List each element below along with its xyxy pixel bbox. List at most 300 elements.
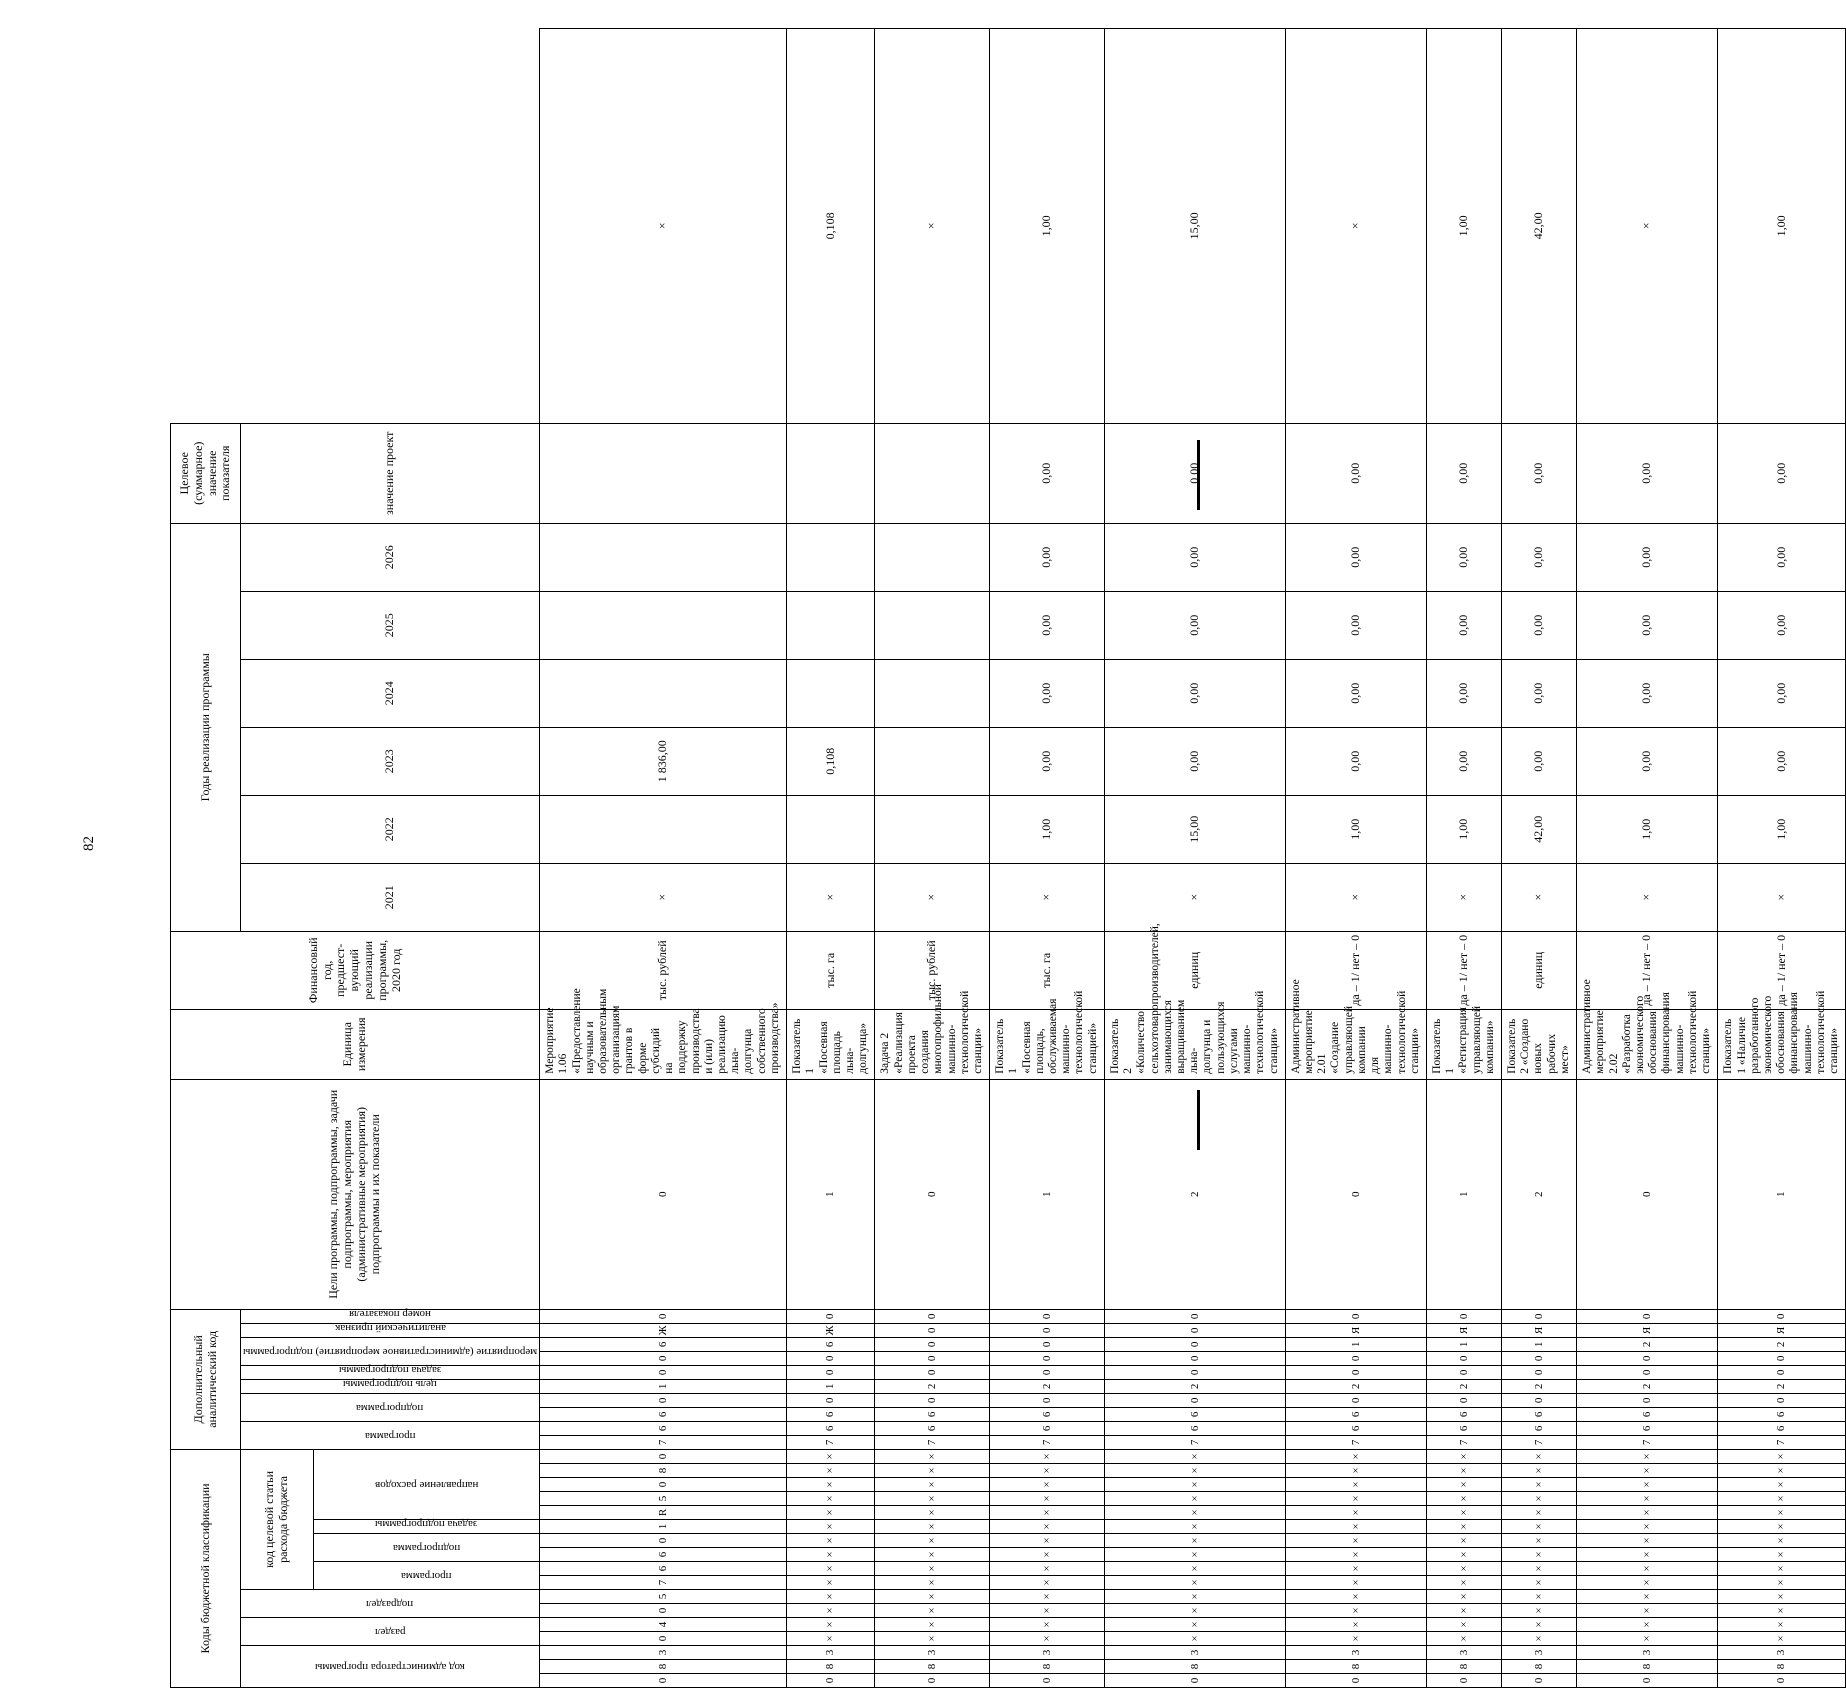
code-digit-programma: ×: [875, 1576, 990, 1590]
code-digit-razdel: ×: [787, 1632, 875, 1646]
code-digit-add-programma: 7: [1577, 1435, 1718, 1449]
year-value-2022: 0,00: [1285, 727, 1426, 795]
code-digit-napravlenie: R: [540, 1506, 787, 1520]
fin-year-cell: ×: [990, 863, 1105, 931]
code-digit-add-podprogramma: 6: [1285, 1407, 1426, 1421]
code-digit-napravlenie: ×: [1285, 1449, 1426, 1463]
year-value-2024: [787, 591, 875, 659]
budget-codes-header: Коды бюджетной классификации: [171, 1449, 241, 1687]
row-name: Показатель 2 «Количество сельхозтоваропроизводителей, занимающихся выращиванием льна-долгунца и пользующихся услугами машинно-технологической станции»: [1104, 1009, 1285, 1079]
code-digit-napravlenie: ×: [1104, 1478, 1285, 1492]
code-digit-add-podprogramma: 0: [990, 1393, 1105, 1407]
code-digit-razdel: ×: [1104, 1632, 1285, 1646]
year-value-2025: 0,00: [1426, 523, 1501, 591]
code-digit-analytic: Я: [1577, 1323, 1718, 1337]
code-digit-razdel: ×: [1426, 1632, 1501, 1646]
code-digit-add-podprogramma: 6: [875, 1407, 990, 1421]
code-digit-analytic: 0: [875, 1323, 990, 1337]
year-value-2023: 0,00: [990, 659, 1105, 727]
code-digit-podrazdel: ×: [1426, 1590, 1501, 1604]
code-digit-podprogramma: ×: [1426, 1534, 1501, 1548]
code-digit-napravlenie: ×: [1502, 1464, 1577, 1478]
code-digit-indicator: 1: [787, 1079, 875, 1309]
code-digit-razdel: ×: [1718, 1618, 1846, 1632]
code-digit-podprogramma: ×: [1502, 1548, 1577, 1562]
code-digit-zadacha: ×: [1718, 1520, 1846, 1534]
code-digit-programma: ×: [1104, 1562, 1285, 1576]
code-digit-razdel: ×: [875, 1618, 990, 1632]
year-value-2026: 0,00: [1718, 423, 1846, 523]
code-digit-napravlenie: 0: [540, 1449, 787, 1463]
row-name: Показатель 1 «Посевная площадь, обслуживаемая машинно-технологической станцией»: [990, 1009, 1105, 1079]
table-row: [1104, 29, 1285, 1688]
code-digit-cel: 2: [1104, 1379, 1285, 1393]
code-digit-napravlenie: ×: [1502, 1478, 1577, 1492]
code-digit-razdel: 0: [540, 1632, 787, 1646]
header-text: задача подпрограммы: [375, 1518, 478, 1530]
code-digit-podprogramma: ×: [787, 1548, 875, 1562]
code-digit-meropriyatie: 0: [1426, 1351, 1501, 1365]
target-value-header: Целевое (суммарное) значение показателя: [171, 423, 241, 523]
code-digit-cel: 2: [875, 1379, 990, 1393]
header-text: номер показателя: [349, 1307, 432, 1320]
code-digit-napravlenie: ×: [990, 1464, 1105, 1478]
code-digit-add-podprogramma: 6: [540, 1407, 787, 1421]
code-digit-analytic: 0: [1104, 1309, 1285, 1323]
code-digit-admin: 0: [875, 1674, 990, 1688]
code-digit-napravlenie: ×: [1577, 1492, 1718, 1506]
code-digit-analytic: 0: [1104, 1323, 1285, 1337]
code-digit-cel: 0: [1502, 1365, 1577, 1379]
code-digit-add-programma: 6: [990, 1421, 1105, 1435]
year-value-2023: [787, 659, 875, 727]
code-digit-add-programma: 6: [787, 1421, 875, 1435]
admin-code-header: [241, 1646, 540, 1688]
year-value-2025: 0,00: [1718, 523, 1846, 591]
code-digit-analytic: 0: [1577, 1309, 1718, 1323]
code-digit-podrazdel: 0: [540, 1604, 787, 1618]
code-digit-admin: 0: [1285, 1674, 1426, 1688]
code-digit-podrazdel: ×: [1577, 1604, 1718, 1618]
code-digit-programma: 6: [540, 1562, 787, 1576]
year-value-2024: 0,00: [990, 591, 1105, 659]
code-digit-add-podprogramma: 0: [1718, 1393, 1846, 1407]
code-digit-napravlenie: ×: [1502, 1492, 1577, 1506]
code-digit-meropriyatie: 6: [787, 1337, 875, 1351]
year-value-2026: 0,00: [990, 423, 1105, 523]
code-digit-napravlenie: ×: [1426, 1449, 1501, 1463]
year-value-2022: 0,00: [1104, 727, 1285, 795]
code-digit-podprogramma: ×: [1104, 1548, 1285, 1562]
code-digit-cel: 1: [787, 1379, 875, 1393]
code-digit-podrazdel: ×: [1502, 1590, 1577, 1604]
code-digit-cel: 0: [1104, 1365, 1285, 1379]
row-name: Показатель 1 «Регистрация управляющей компании»: [1426, 1009, 1501, 1079]
code-digit-podprogramma: ×: [1104, 1534, 1285, 1548]
code-digit-programma: ×: [875, 1562, 990, 1576]
analytic-sign-header: [241, 1323, 540, 1337]
code-digit-napravlenie: 0: [540, 1478, 787, 1492]
code-digit-add-programma: 7: [875, 1435, 990, 1449]
row-name: Показатель 2 «Создано новых рабочих мест»: [1502, 1009, 1577, 1079]
year-value-2025: 0,00: [1285, 523, 1426, 591]
code-digit-analytic: 0: [1285, 1309, 1426, 1323]
header-text: направление расходов: [374, 1478, 479, 1491]
code-digit-analytic: 0: [990, 1309, 1105, 1323]
code-digit-analytic: Ж: [787, 1323, 875, 1337]
code-digit-napravlenie: ×: [990, 1478, 1105, 1492]
fin-year-cell: ×: [1104, 863, 1285, 931]
code-digit-meropriyatie: 2: [1718, 1337, 1846, 1351]
fin-year-cell: ×: [875, 863, 990, 931]
target-code-header: код целевой статьи расхода бюджета: [241, 1449, 314, 1589]
page-number: 82: [81, 836, 97, 851]
code-digit-admin: 0: [990, 1674, 1105, 1688]
code-digit-programma: ×: [1426, 1562, 1501, 1576]
code-digit-admin: 0: [1426, 1674, 1501, 1688]
year-value-2025: 0,00: [1104, 523, 1285, 591]
code-digit-admin: 8: [1718, 1660, 1846, 1674]
code-digit-podprogramma: ×: [875, 1548, 990, 1562]
code-digit-podprogramma: ×: [1502, 1534, 1577, 1548]
code-digit-cel: 0: [1718, 1365, 1846, 1379]
code-digit-add-programma: 7: [1104, 1435, 1285, 1449]
code-digit-razdel: ×: [1502, 1632, 1577, 1646]
code-digit-podprogramma: ×: [1285, 1534, 1426, 1548]
header-text: раздел: [374, 1625, 406, 1638]
code-digit-podrazdel: ×: [1104, 1604, 1285, 1618]
code-digit-napravlenie: ×: [875, 1449, 990, 1463]
code-digit-podprogramma: ×: [1577, 1548, 1718, 1562]
target-value-cell: 15,00: [1104, 29, 1285, 424]
code-digit-razdel: ×: [1577, 1618, 1718, 1632]
year-value-2024: 0,00: [1577, 591, 1718, 659]
code-digit-programma: ×: [1285, 1576, 1426, 1590]
code-digit-analytic: Ж: [540, 1323, 787, 1337]
code-digit-add-programma: 6: [1577, 1421, 1718, 1435]
code-digit-programma: ×: [990, 1576, 1105, 1590]
table-row: [1285, 29, 1426, 1688]
code-digit-admin: 8: [1577, 1660, 1718, 1674]
programma-header: [313, 1562, 540, 1590]
code-digit-napravlenie: ×: [1577, 1464, 1718, 1478]
code-digit-podrazdel: ×: [1426, 1604, 1501, 1618]
year-value-2026: 0,00: [1426, 423, 1501, 523]
code-digit-programma: ×: [1502, 1576, 1577, 1590]
code-digit-napravlenie: ×: [1577, 1449, 1718, 1463]
code-digit-meropriyatie: 0: [1104, 1337, 1285, 1351]
zadacha-header: [313, 1520, 540, 1534]
code-digit-indicator: 0: [1577, 1079, 1718, 1309]
code-digit-admin: 3: [990, 1646, 1105, 1660]
target-value-cell: ×: [1285, 29, 1426, 424]
code-digit-podrazdel: ×: [1104, 1590, 1285, 1604]
fin-year-cell: ×: [1718, 863, 1846, 931]
target-value-cell: 42,00: [1502, 29, 1577, 424]
code-digit-analytic: 0: [787, 1309, 875, 1323]
unit-cell: да – 1/ нет – 0: [1285, 931, 1426, 1009]
year-value-2021: 1,00: [1577, 795, 1718, 863]
code-digit-napravlenie: ×: [1285, 1492, 1426, 1506]
code-digit-napravlenie: ×: [787, 1464, 875, 1478]
year-header-2026: 2026: [241, 523, 540, 591]
code-digit-indicator: 1: [1426, 1079, 1501, 1309]
code-digit-programma: ×: [787, 1562, 875, 1576]
target-value-cell: 1,00: [1426, 29, 1501, 424]
code-digit-programma: ×: [1426, 1576, 1501, 1590]
header-text: мероприятие (административное мероприятие) подпрограммы: [243, 1345, 538, 1358]
napravlenie-header: [313, 1449, 540, 1519]
code-digit-razdel: ×: [787, 1618, 875, 1632]
fin-year-cell: ×: [787, 863, 875, 931]
year-value-2022: 0,00: [1718, 727, 1846, 795]
code-digit-add-podprogramma: 0: [1577, 1393, 1718, 1407]
target-value-cell: ×: [875, 29, 990, 424]
year-value-2026: 0,00: [1577, 423, 1718, 523]
table-row: [1718, 29, 1846, 1688]
code-digit-napravlenie: ×: [1577, 1478, 1718, 1492]
row-name: Административное мероприятие 2.01 «Создание управляющей компании для машинно-технологической станции»: [1285, 1009, 1426, 1079]
code-digit-add-programma: 6: [540, 1421, 787, 1435]
code-digit-napravlenie: ×: [1285, 1464, 1426, 1478]
code-digit-podrazdel: 5: [540, 1590, 787, 1604]
code-digit-admin: 8: [1502, 1660, 1577, 1674]
fin-year-cell: ×: [1285, 863, 1426, 931]
code-digit-podrazdel: ×: [787, 1604, 875, 1618]
code-digit-napravlenie: ×: [990, 1492, 1105, 1506]
code-digit-programma: ×: [1718, 1576, 1846, 1590]
code-digit-indicator: 1: [1718, 1079, 1846, 1309]
code-digit-meropriyatie: 6: [540, 1337, 787, 1351]
unit-cell: единиц: [1502, 931, 1577, 1009]
add-podprogramma-header: [241, 1393, 540, 1421]
code-digit-meropriyatie: 0: [875, 1351, 990, 1365]
code-digit-add-podprogramma: 0: [1426, 1393, 1501, 1407]
year-value-2026: [875, 423, 990, 523]
code-digit-admin: 0: [540, 1674, 787, 1688]
code-digit-admin: 8: [540, 1660, 787, 1674]
table-container: [170, 28, 1841, 1688]
unit-cell: единиц: [1104, 931, 1285, 1009]
code-digit-add-podprogramma: 6: [1718, 1407, 1846, 1421]
code-digit-add-podprogramma: 0: [1285, 1393, 1426, 1407]
code-digit-admin: 0: [787, 1674, 875, 1688]
code-digit-razdel: 4: [540, 1618, 787, 1632]
code-digit-add-podprogramma: 0: [1104, 1393, 1285, 1407]
year-value-2025: 0,00: [1577, 523, 1718, 591]
unit-cell: да – 1/ нет – 0: [1718, 931, 1846, 1009]
table-row: [787, 29, 875, 1688]
code-digit-napravlenie: ×: [1285, 1478, 1426, 1492]
add-programma-header: [241, 1421, 540, 1449]
year-value-2023: 0,00: [1718, 659, 1846, 727]
year-value-2021: 1,00: [1285, 795, 1426, 863]
code-digit-add-programma: 6: [1502, 1421, 1577, 1435]
code-digit-podprogramma: ×: [1718, 1534, 1846, 1548]
code-digit-napravlenie: ×: [1718, 1478, 1846, 1492]
code-digit-napravlenie: ×: [875, 1478, 990, 1492]
row-name: Административное мероприятие 2.02 «Разработка экономического обоснования финансирования машинно-технологической станции»: [1577, 1009, 1718, 1079]
fin-year-cell: ×: [1502, 863, 1577, 931]
code-digit-podrazdel: ×: [875, 1590, 990, 1604]
code-digit-zadacha: ×: [1104, 1520, 1285, 1534]
year-value-2024: [875, 591, 990, 659]
target-value-sub-header: значение проект: [241, 423, 540, 523]
code-digit-razdel: ×: [1104, 1618, 1285, 1632]
code-digit-podprogramma: ×: [1577, 1534, 1718, 1548]
table-row: [1502, 29, 1577, 1688]
code-digit-add-programma: 7: [1718, 1435, 1846, 1449]
year-value-2021: 1,00: [1426, 795, 1501, 863]
code-digit-admin: 8: [787, 1660, 875, 1674]
code-digit-add-programma: 7: [990, 1435, 1105, 1449]
year-value-2021: 15,00: [1104, 795, 1285, 863]
code-digit-napravlenie: 8: [540, 1464, 787, 1478]
year-value-2023: 0,00: [1285, 659, 1426, 727]
year-value-2022: 0,108: [787, 727, 875, 795]
code-digit-podprogramma: ×: [990, 1548, 1105, 1562]
code-digit-cel: 0: [1426, 1365, 1501, 1379]
row-name: Мероприятие 1.06 «Предоставление научным и образовательным организациям грантов в форме субсидий на поддержку производства и (или) реализацию льна-долгунца собственного производства»: [540, 1009, 787, 1079]
code-digit-podrazdel: ×: [1577, 1590, 1718, 1604]
code-digit-meropriyatie: 1: [1426, 1337, 1501, 1351]
code-digit-add-programma: 7: [540, 1435, 787, 1449]
code-digit-cel: 0: [540, 1365, 787, 1379]
code-digit-cel: 1: [540, 1379, 787, 1393]
code-digit-add-podprogramma: 6: [787, 1407, 875, 1421]
code-digit-add-programma: 7: [1285, 1435, 1426, 1449]
code-digit-cel: 2: [1285, 1379, 1426, 1393]
code-digit-zadacha: ×: [1577, 1520, 1718, 1534]
additional-code-header: Дополнительный аналитический код: [171, 1309, 241, 1449]
code-digit-razdel: ×: [1502, 1618, 1577, 1632]
code-digit-napravlenie: ×: [787, 1506, 875, 1520]
code-digit-analytic: 0: [1426, 1309, 1501, 1323]
code-digit-add-programma: 7: [1502, 1435, 1577, 1449]
code-digit-napravlenie: ×: [787, 1449, 875, 1463]
code-digit-napravlenie: ×: [990, 1506, 1105, 1520]
code-digit-napravlenie: ×: [1577, 1506, 1718, 1520]
code-digit-napravlenie: ×: [1718, 1464, 1846, 1478]
code-digit-napravlenie: ×: [1426, 1464, 1501, 1478]
year-value-2022: 0,00: [1502, 727, 1577, 795]
year-value-2022: 0,00: [1426, 727, 1501, 795]
code-digit-meropriyatie: 1: [1285, 1337, 1426, 1351]
code-digit-admin: 0: [1577, 1674, 1718, 1688]
code-digit-napravlenie: ×: [1718, 1492, 1846, 1506]
code-digit-cel: 2: [1718, 1379, 1846, 1393]
code-digit-add-podprogramma: 6: [1104, 1407, 1285, 1421]
year-value-2024: 0,00: [1285, 591, 1426, 659]
code-digit-meropriyatie: 0: [1502, 1351, 1577, 1365]
year-value-2023: 0,00: [1502, 659, 1577, 727]
code-digit-admin: 8: [875, 1660, 990, 1674]
code-digit-admin: 8: [1104, 1660, 1285, 1674]
code-digit-napravlenie: ×: [1426, 1492, 1501, 1506]
code-digit-napravlenie: ×: [1718, 1506, 1846, 1520]
code-digit-meropriyatie: 0: [787, 1351, 875, 1365]
code-digit-podprogramma: ×: [1285, 1548, 1426, 1562]
table-row: [990, 29, 1105, 1688]
year-header-2024: 2024: [241, 659, 540, 727]
unit-cell: да – 1/ нет – 0: [1426, 931, 1501, 1009]
code-digit-meropriyatie: 2: [1577, 1337, 1718, 1351]
year-value-2021: 42,00: [1502, 795, 1577, 863]
target-value-cell: 1,00: [990, 29, 1105, 424]
code-digit-add-programma: 7: [787, 1435, 875, 1449]
code-digit-add-podprogramma: 0: [787, 1393, 875, 1407]
year-value-2022: 0,00: [990, 727, 1105, 795]
header-text: код администратора программы: [315, 1660, 465, 1673]
code-digit-add-podprogramma: 6: [1426, 1407, 1501, 1421]
fin-year-cell: ×: [1426, 863, 1501, 931]
code-digit-cel: 2: [1426, 1379, 1501, 1393]
code-digit-analytic: 0: [1718, 1309, 1846, 1323]
code-digit-podprogramma: 0: [540, 1534, 787, 1548]
year-value-2025: 0,00: [1502, 523, 1577, 591]
code-digit-meropriyatie: 1: [1502, 1337, 1577, 1351]
year-value-2024: 0,00: [1104, 591, 1285, 659]
code-digit-admin: 0: [1502, 1674, 1577, 1688]
table-row: [875, 29, 990, 1688]
code-digit-admin: 3: [1104, 1646, 1285, 1660]
code-digit-podprogramma: ×: [787, 1534, 875, 1548]
year-value-2023: 0,00: [1426, 659, 1501, 727]
unit-cell: тыс. рублей: [875, 931, 990, 1009]
code-digit-napravlenie: ×: [1426, 1478, 1501, 1492]
code-digit-analytic: Я: [1718, 1323, 1846, 1337]
year-value-2026: 0,00: [1502, 423, 1577, 523]
code-digit-napravlenie: ×: [1285, 1506, 1426, 1520]
code-digit-programma: 7: [540, 1576, 787, 1590]
code-digit-napravlenie: ×: [875, 1506, 990, 1520]
code-digit-programma: ×: [1104, 1576, 1285, 1590]
header-text: подпрограмма: [356, 1401, 424, 1414]
header-text: задача подпрограммы: [338, 1363, 442, 1376]
target-value-cell: 0,108: [787, 29, 875, 424]
razdel-header: [241, 1618, 540, 1646]
code-digit-podprogramma: ×: [1718, 1548, 1846, 1562]
code-digit-add-podprogramma: 0: [540, 1393, 787, 1407]
year-value-2021: 1,00: [990, 795, 1105, 863]
code-digit-podrazdel: ×: [1285, 1590, 1426, 1604]
code-digit-analytic: Я: [1285, 1323, 1426, 1337]
table-row: [1426, 29, 1501, 1688]
code-digit-admin: 0: [1104, 1674, 1285, 1688]
year-header-2022: 2022: [241, 795, 540, 863]
code-digit-razdel: ×: [990, 1632, 1105, 1646]
header-text: подпрограмма: [392, 1541, 460, 1554]
code-digit-napravlenie: ×: [1104, 1506, 1285, 1520]
code-digit-podrazdel: ×: [990, 1604, 1105, 1618]
code-digit-napravlenie: ×: [1502, 1506, 1577, 1520]
code-digit-podrazdel: ×: [875, 1604, 990, 1618]
code-digit-napravlenie: ×: [787, 1478, 875, 1492]
row-name: Задача 2 «Реализация проекта создания многопрофильной машинно-технологической станции»: [875, 1009, 990, 1079]
year-header-2025: 2025: [241, 591, 540, 659]
podrazdel-header: [241, 1590, 540, 1618]
code-digit-admin: 8: [1426, 1660, 1501, 1674]
code-digit-admin: 3: [875, 1646, 990, 1660]
code-digit-add-programma: 6: [1285, 1421, 1426, 1435]
code-digit-indicator: 2: [1502, 1079, 1577, 1309]
year-value-2021: [540, 795, 787, 863]
code-digit-add-programma: 6: [875, 1421, 990, 1435]
code-digit-zadacha: ×: [875, 1520, 990, 1534]
code-digit-analytic: 0: [1502, 1309, 1577, 1323]
code-digit-podrazdel: ×: [1502, 1604, 1577, 1618]
code-digit-napravlenie: ×: [1426, 1506, 1501, 1520]
